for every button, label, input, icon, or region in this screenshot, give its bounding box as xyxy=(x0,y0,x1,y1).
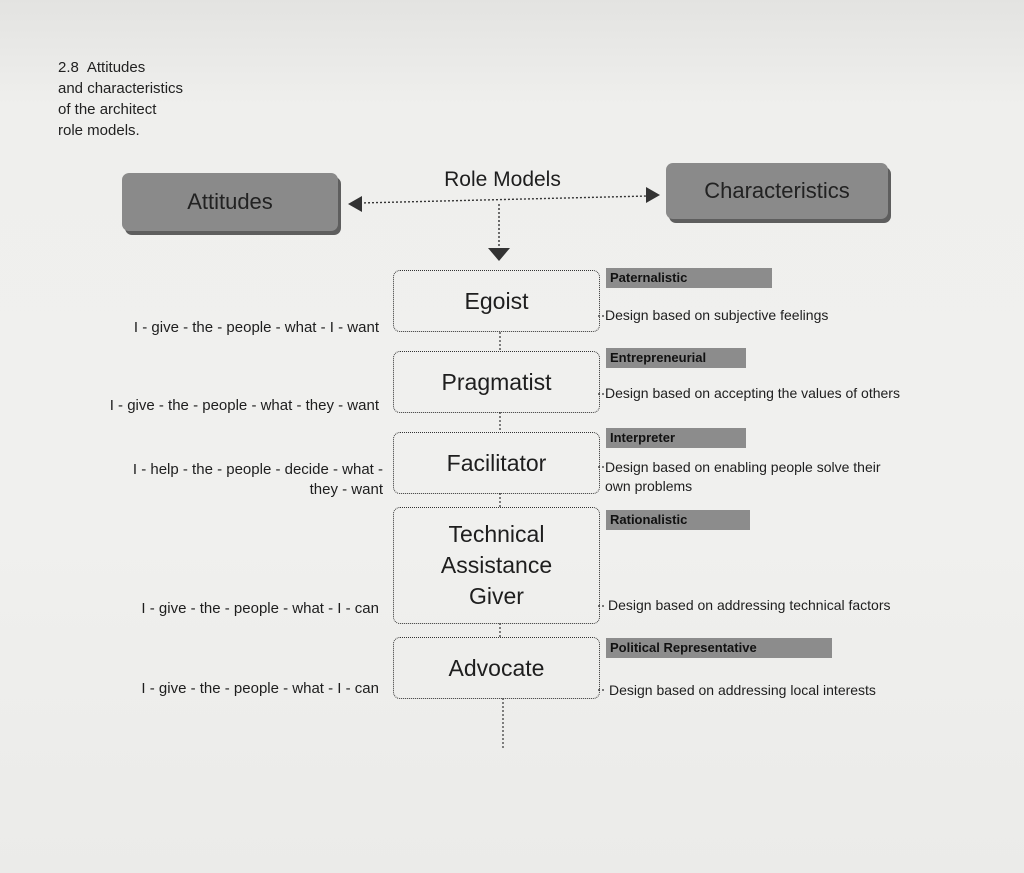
tag-interpreter: Interpreter xyxy=(606,428,746,448)
arrow-right-icon xyxy=(646,187,660,203)
role-box-egoist xyxy=(393,270,600,332)
characteristics-box xyxy=(666,163,888,219)
role-models-connector xyxy=(360,196,648,203)
role-name-technical-line-3: Giver xyxy=(469,583,524,609)
description-facilitator-line-1: Design based on enabling people solve their xyxy=(605,459,881,475)
description-advocate: Design based on addressing local interests xyxy=(609,682,876,698)
caption-text-1: Attitudes xyxy=(86,59,146,76)
caption-line-4: role models. xyxy=(58,122,140,139)
attitudes-label: Attitudes xyxy=(187,189,273,214)
role-box-advocate xyxy=(393,637,600,699)
role-box-pragmatist xyxy=(393,351,600,413)
role-name-facilitator: Facilitator xyxy=(446,449,547,476)
description-egoist: Design based on subjective feelings xyxy=(605,307,829,323)
attitudes-box xyxy=(122,173,338,231)
description-facilitator xyxy=(605,458,881,496)
description-facilitator-line-2: own problems xyxy=(605,478,693,494)
role-models-label: Role Models xyxy=(444,168,561,191)
attitude-facilitator xyxy=(133,460,383,500)
attitude-egoist: I - give - the - people - what - I - want xyxy=(133,319,379,336)
attitude-technical-assistance-giver: I - give - the - people - what - I - can xyxy=(141,600,379,617)
characteristics-label: Characteristics xyxy=(704,178,850,203)
caption-line-3: of the architect xyxy=(58,101,157,118)
role-name-advocate: Advocate xyxy=(448,654,545,681)
description-technical-assistance-giver: Design based on addressing technical factors xyxy=(608,597,891,613)
attitude-pragmatist: I - give - the - people - what - they - want xyxy=(109,397,379,414)
attitude-advocate: I - give - the - people - what - I - can xyxy=(141,680,379,697)
role-name-technical-line-2: Assistance xyxy=(440,552,553,578)
caption-line-2: and characteristics xyxy=(58,80,184,97)
tag-paternalistic: Paternalistic xyxy=(606,268,772,288)
role-name-technical-line-1: Technical xyxy=(448,521,545,547)
description-pragmatist: Design based on accepting the values of others xyxy=(605,385,900,401)
role-name-egoist: Egoist xyxy=(464,287,529,314)
tag-entrepreneurial: Entrepreneurial xyxy=(606,348,746,368)
role-name-pragmatist: Pragmatist xyxy=(441,368,552,395)
tag-political-representative: Political Representative xyxy=(606,638,832,658)
role-box-facilitator xyxy=(393,432,600,494)
tag-rationalistic: Rationalistic xyxy=(606,510,750,530)
attitude-facilitator-line-1: I - help - the - people - decide - what - xyxy=(132,461,383,478)
role-box-technical-assistance-giver xyxy=(393,507,600,624)
caption-number: 2.8 xyxy=(58,59,79,76)
attitude-facilitator-line-2: they - want xyxy=(309,481,383,498)
arrow-left-icon xyxy=(348,196,362,212)
arrow-down-icon xyxy=(488,248,510,261)
